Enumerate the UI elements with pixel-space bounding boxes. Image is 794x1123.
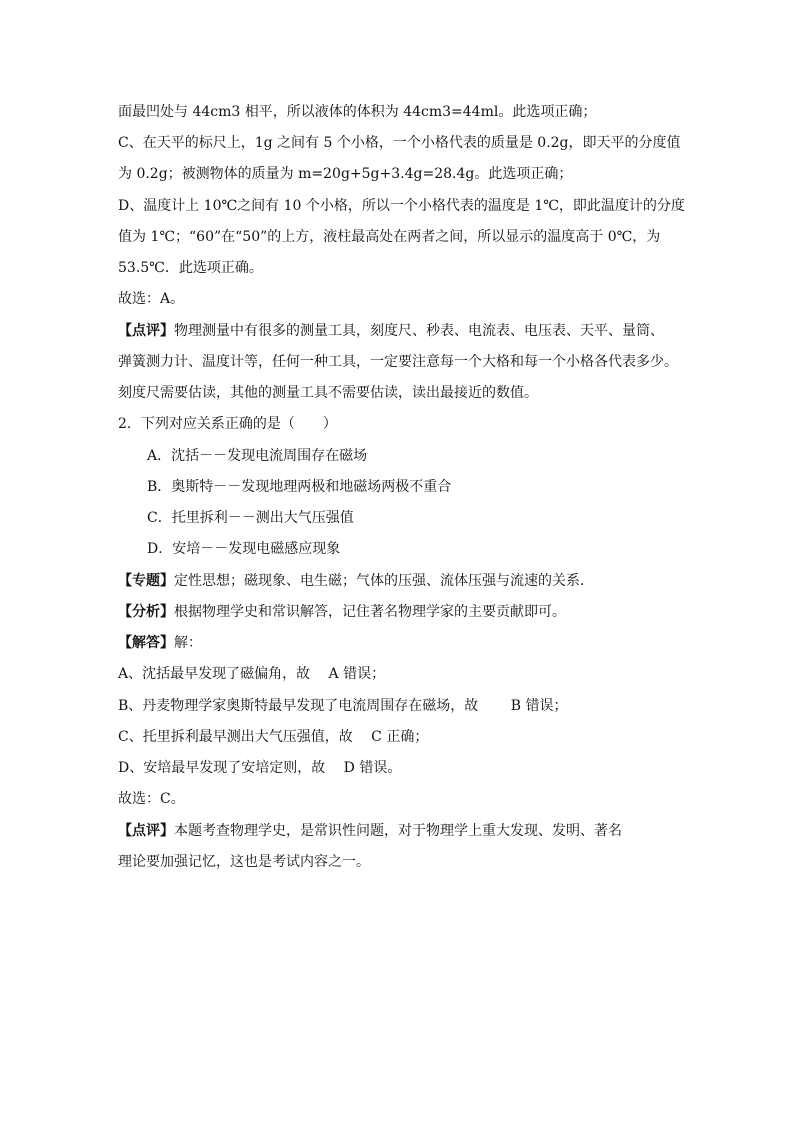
comment-paragraph <box>118 821 622 841</box>
text-line: 值为 1℃；“60”在“50”的上方，液柱最高处在两者之间，所以显示的温度高于 0℃，为 <box>118 229 661 245</box>
text-line: C、在天平的标尺上，1g 之间有 5 个小格，一个小格代表的质量是 0.2g，即天平的分度值 <box>118 135 681 151</box>
topic-text: 定性思想；磁现象、电生磁；气体的压强、流体压强与流速的关系． <box>174 573 594 589</box>
comment-text: 物理测量中有很多的测量工具，刻度尺、秒表、电流表、电压表、天平、量筒、 <box>174 323 664 339</box>
analysis-line <box>118 602 566 622</box>
answer-heading <box>118 633 202 653</box>
comment-text: 理论要加强记忆，这也是考试内容之一。 <box>118 854 370 870</box>
topic-tag: 【专题】 <box>118 573 174 589</box>
option-a: A．沈括－－发现电流周围存在磁场 <box>147 448 368 464</box>
comment-paragraph <box>118 321 664 341</box>
option-d: D．安培－－发现电磁感应现象 <box>147 541 341 557</box>
comment-tag: 【点评】 <box>118 323 174 339</box>
answer-line: D、安培最早发现了安培定则，故 D 错误。 <box>118 760 402 776</box>
answer-tag: 【解答】 <box>118 635 174 651</box>
text-line: 53.5℃．此选项正确。 <box>118 260 263 276</box>
topic-line <box>118 571 594 591</box>
comment-text: 弹簧测力计、温度计等，任何一种工具，一定要注意每一个大格和每一个小格各代表多少。 <box>118 354 678 370</box>
comment-text: 本题考查物理学史，是常识性问题，对于物理学上重大发现、发明、著名 <box>174 823 622 839</box>
option-b: B．奥斯特－－发现地理两极和地磁场两极不重合 <box>147 479 452 495</box>
analysis-text: 根据物理学史和常识解答，记住著名物理学家的主要贡献即可。 <box>174 604 566 620</box>
answer-head: 解： <box>174 635 202 651</box>
question-stem: 2．下列对应关系正确的是（ ） <box>118 416 337 432</box>
answer-line: C、托里拆利最早测出大气压强值，故 C 正确； <box>118 729 429 745</box>
option-c: C．托里拆利－－测出大气压强值 <box>147 510 354 526</box>
answer-line: A、沈括最早发现了磁偏角，故 A 错误； <box>118 666 386 682</box>
analysis-tag: 【分析】 <box>118 604 174 620</box>
answer-line: B、丹麦物理学家奥斯特最早发现了电流周围存在磁场，故 B 错误； <box>118 698 568 714</box>
comment-text: 刻度尺需要估读，其他的测量工具不需要估读，读出最接近的数值。 <box>118 385 538 401</box>
text-line: D、温度计上 10℃之间有 10 个小格，所以一个小格代表的温度是 1℃，即此温度计的分度 <box>118 198 685 214</box>
answer-choice-line: 故选：A。 <box>118 291 185 307</box>
answer-choice-line: 故选：C。 <box>118 791 185 807</box>
text-line: 面最凹处与 44cm3 相平，所以液体的体积为 44cm3=44ml。此选项正确； <box>118 104 597 120</box>
text-line: 为 0.2g；被测物体的质量为 m=20g+5g+3.4g=28.4g。此选项正确； <box>118 166 573 182</box>
comment-tag: 【点评】 <box>118 823 174 839</box>
